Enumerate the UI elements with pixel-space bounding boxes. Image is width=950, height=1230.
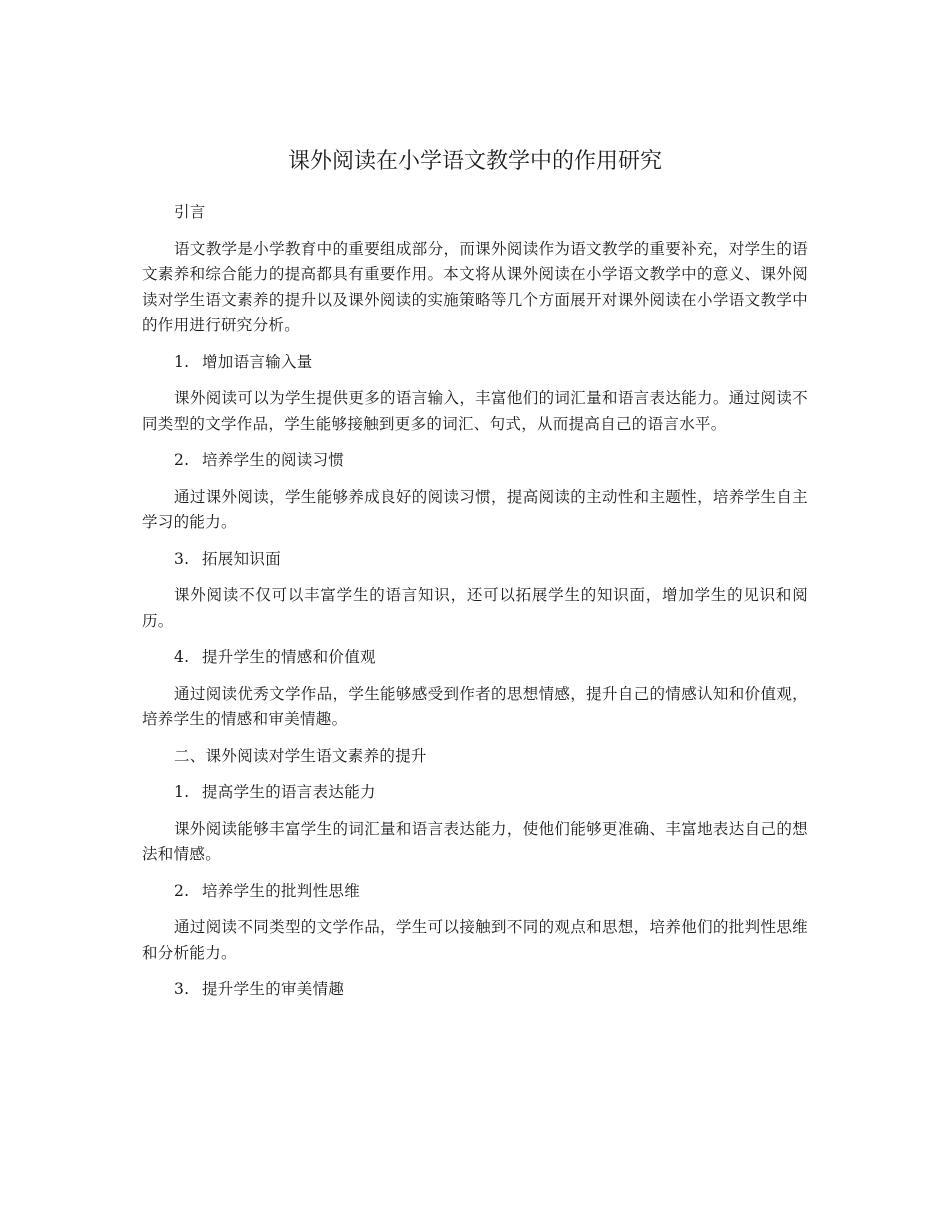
heading-number: 2. [174,451,190,469]
paragraph: 通过阅读不同类型的文学作品，学生可以接触到不同的观点和思想，培养他们的批判性思维和分析能力。 [142,918,808,962]
heading-number: 3. [174,549,190,568]
subheading [142,547,808,573]
heading-text: 提高学生的语言表达能力 [202,783,376,801]
paragraph: 课外阅读可以为学生提供更多的语言输入，丰富他们的词汇量和语言表达能力。通过阅读不同类型的文学作品，学生能够接触到更多的词汇、句式，从而提高自己的语言水平。 [142,389,808,433]
heading-text: 培养学生的阅读习惯 [202,451,345,469]
subheading [142,780,808,806]
subheading [142,645,808,671]
heading-number: 4. [174,648,190,666]
heading-number: 1. [174,352,190,371]
document-title: 课外阅读在小学语文教学中的作用研究 [287,149,662,174]
heading-number: 1. [174,783,190,801]
subheading [142,448,808,474]
subheading [142,977,808,1003]
subheading [142,350,808,376]
heading-number: 2. [174,881,190,900]
heading-number: 3. [174,980,190,998]
paragraph: 课外阅读能够丰富学生的词汇量和语言表达能力，使他们能够更准确、丰富地表达自己的想法和情感。 [142,819,808,863]
paragraph-intro: 语文教学是小学教育中的重要组成部分，而课外阅读作为语文教学的重要补充，对学生的语文素养和综合能力的提高都具有重要作用。本文将从课外阅读在小学语文教学中的意义、课外阅读对学生语文素养的提升以及课外阅读的实施策略等几个方面展开对课外阅读在小学语文教学中的作用进行研究分析。 [142,239,808,334]
section-heading-intro [142,200,808,226]
heading-text: 提升学生的情感和价值观 [202,648,376,666]
subheading [142,879,808,905]
heading-text: 二、课外阅读对学生语文素养的提升 [174,746,427,765]
heading-text: 增加语言输入量 [202,352,313,371]
paragraph: 通过课外阅读，学生能够养成良好的阅读习惯，提高阅读的主动性和主题性，培养学生自主学习的能力。 [142,487,808,531]
heading-text: 拓展知识面 [202,549,282,568]
heading-text: 提升学生的审美情趣 [202,980,345,998]
heading-text: 培养学生的批判性思维 [202,881,361,900]
paragraph: 课外阅读不仅可以丰富学生的语言知识，还可以拓展学生的知识面，增加学生的见识和阅历。 [142,586,808,630]
paragraph: 通过阅读优秀文学作品，学生能够感受到作者的思想情感，提升自己的情感认知和价值观，培养学生的情感和审美情趣。 [142,684,808,728]
document-body [142,200,808,1014]
section-heading [142,744,808,770]
heading-text: 引言 [174,203,206,221]
